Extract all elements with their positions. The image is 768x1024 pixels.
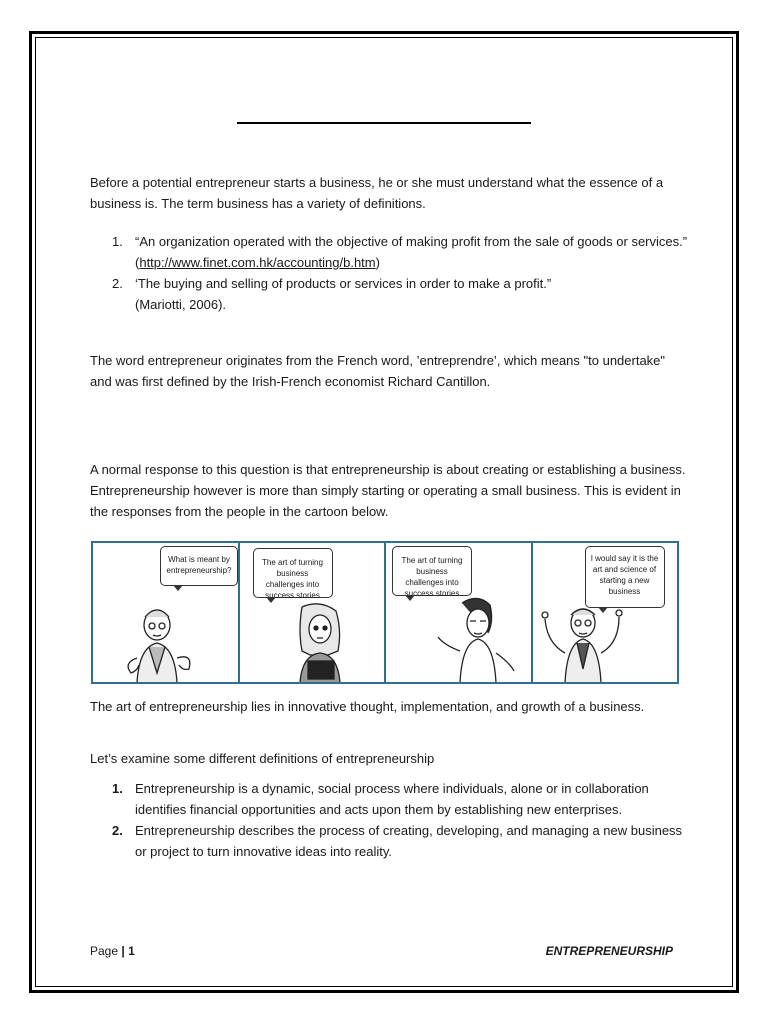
intro-paragraph: Before a potential entrepreneur starts a business, he or she must understand what the essence of a business is. The term business has a variety of definitions.: [90, 175, 664, 211]
cartoon-panel-4: [533, 543, 678, 682]
list-number: 1.: [112, 234, 123, 249]
footer-doc-title: ENTREPRENEURSHIP: [545, 944, 673, 958]
list-number: 2.: [112, 823, 123, 838]
business-definitions-list: [90, 231, 690, 315]
cartoon-man-thinking: [93, 543, 239, 682]
cartoon-man-explaining: [533, 543, 678, 682]
definition-text: ‘The buying and selling of products or services in order to make a profit.”: [135, 276, 552, 291]
list-number: 1.: [112, 781, 123, 796]
cartoon-panel-2: [240, 543, 387, 682]
art-paragraph: The art of entrepreneurship lies in innovative thought, implementation, and growth of a business.: [90, 699, 645, 714]
examine-paragraph: Let’s examine some different definitions of entrepreneurship: [90, 751, 435, 766]
list-item: [90, 273, 690, 315]
speech-bubble: The art of turning business challenges into success stories: [392, 546, 472, 596]
definition-text: Entrepreneurship describes the process of creating, developing, and managing a new business or project to turn innovative ideas into reality.: [135, 823, 683, 859]
cartoon-panel-3: [386, 543, 533, 682]
cartoon-woman-reading: [240, 543, 386, 682]
citation: (Mariotti, 2006).: [135, 297, 227, 312]
cartoon-strip: [91, 541, 679, 684]
page-separator: |: [121, 944, 125, 958]
speech-bubble: The art of turning business challenges into success stories: [253, 548, 333, 598]
speech-bubble: I would say it is the art and science of starting a new business: [585, 546, 665, 608]
list-number: 2.: [112, 276, 123, 291]
definition-text: “An organization operated with the objective of making profit from the sale of goods or services.” (: [135, 234, 688, 270]
definition-text-end: ): [375, 255, 380, 270]
list-item: [90, 778, 690, 820]
origin-paragraph: The word entrepreneur originates from the French word, ’entreprendre’, which means "to undertake" and was first defined by the Irish-French economist Richard Cantillon.: [90, 353, 666, 389]
cartoon-panel-1: [93, 543, 240, 682]
title-rule: [237, 122, 531, 124]
cartoon-woman-presenting: [386, 543, 532, 682]
source-link[interactable]: http://www.finet.com.hk/accounting/b.htm: [139, 255, 376, 270]
response-paragraph: A normal response to this question is that entrepreneurship is about creating or establishing a business. Entrepreneurship however is more than simply starting or operating a small business. This is evident in the responses from the people in the cartoon below.: [90, 462, 686, 519]
page-label: Page: [90, 944, 119, 958]
speech-bubble: What is meant by entrepreneurship?: [160, 546, 238, 586]
page-footer-number: [90, 944, 135, 958]
list-item: [90, 820, 690, 862]
entrepreneurship-definitions-list: [90, 778, 690, 862]
list-item: [90, 231, 690, 273]
definition-text: Entrepreneurship is a dynamic, social process where individuals, alone or in collaboration identifies financial opportunities and acts upon them by establishing new enterprises.: [135, 781, 649, 817]
page-number: 1: [128, 944, 135, 958]
